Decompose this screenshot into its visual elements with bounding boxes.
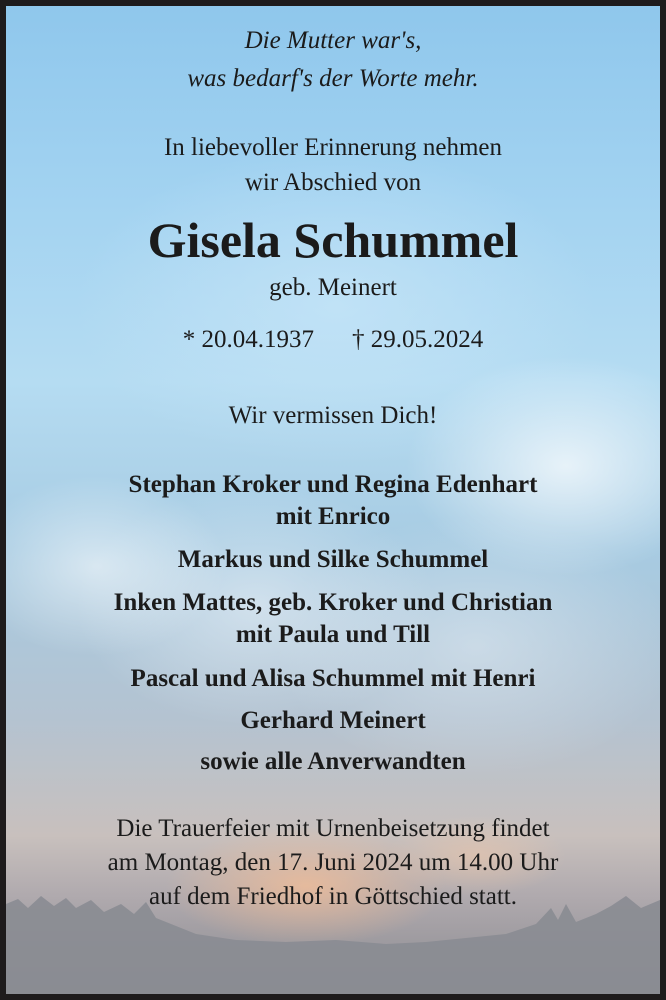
mourner-3-line-2: mit Paula und Till [235,621,431,648]
motto-line-1: Die Mutter war's, [244,27,422,54]
death-date: † 29.05.2024 [352,326,484,353]
mourner-2: Markus und Silke Schummel [177,546,489,573]
obituary-card [6,6,660,994]
service-line-1: Die Trauerfeier mit Urnenbeisetzung findet [116,815,550,842]
intro-line-1: In liebevoller Erinnerung nehmen [163,134,503,161]
mourner-5: Gerhard Meinert [240,707,426,734]
service-line-2: am Montag, den 17. Juni 2024 um 14.00 Uhr [107,849,559,876]
intro-line-2: wir Abschied von [244,169,422,196]
service-line-3: auf dem Friedhof in Göttschied statt. [149,883,517,910]
birth-date: * 20.04.1937 [182,326,314,353]
mourner-1-line-2: mit Enrico [275,503,391,530]
motto-line-2: was bedarf's der Worte mehr. [187,65,479,92]
mourner-6: sowie alle Anverwandten [200,748,466,775]
farewell-line: Wir vermissen Dich! [228,402,438,429]
maiden-name: geb. Meinert [269,274,397,301]
deceased-name: Gisela Schummel [147,212,519,268]
mourner-4: Pascal und Alisa Schummel mit Henri [130,665,536,692]
life-dates [6,324,660,356]
mourner-1-line-1: Stephan Kroker und Regina Edenhart [128,471,538,498]
mourner-3-line-1: Inken Mattes, geb. Kroker und Christian [113,589,553,616]
